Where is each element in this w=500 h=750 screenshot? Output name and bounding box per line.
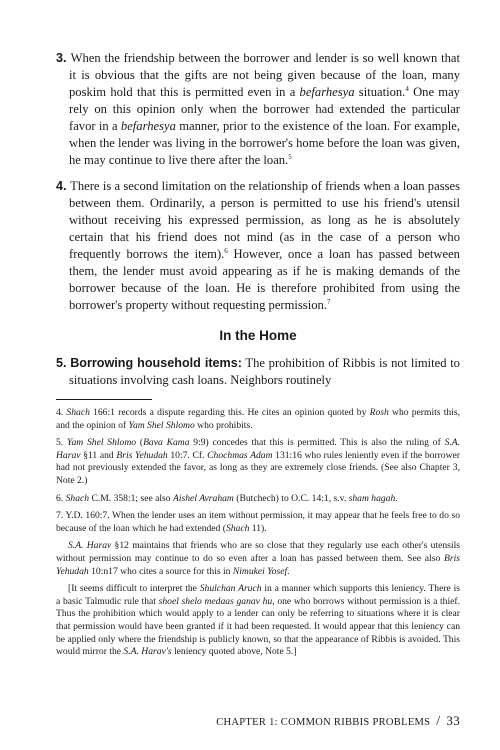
text-run: , one who borrows without permission is a thief. Thus the prohibition which would apply to a lender can only be referring to situations where it is clear that permission would have been granted if it had been requested. It would appear that this leniency can be applied only where the friendship is publicly known, so that the appearance of Ribbis is avoided. This would mirror the	[56, 595, 460, 658]
italic-term: Bris Yehudah	[116, 449, 168, 461]
running-footer	[216, 713, 460, 730]
text-run: 166:1 records a dispute regarding this. He cites an opinion quoted by	[89, 407, 370, 418]
paragraph-4	[56, 178, 460, 314]
italic-term: Yam Shel Shlomo	[128, 419, 195, 431]
italic-term: Yam Shel Shlomo	[67, 437, 137, 449]
italic-term: Aishel Avraham	[173, 492, 234, 504]
paragraph-5	[56, 355, 460, 389]
text-run: in a manner which supports this leniency. There is a basic Talmudic rule that	[56, 583, 460, 607]
text-run: 10:n17 who cites a source for this in	[88, 565, 233, 577]
text-run: 131:16 who rules leniently even if the borrower had not previously extended the favor, as long as they are extremely close friends. (See also Chapter 3, Note 2.)	[56, 449, 460, 486]
footnotes	[56, 407, 460, 659]
italic-term: befarhesya	[299, 85, 355, 99]
main-text	[56, 50, 460, 314]
footnote-marker: 5	[288, 152, 292, 161]
footnote-marker: 7	[326, 297, 331, 306]
paragraph-number: 3.	[56, 51, 71, 65]
text-run: [It seems difficult to interpret the	[68, 583, 200, 595]
text-run: (Butchech) to O.C. 14:1, s.v.	[233, 492, 349, 504]
text-run: manner, prior to the existence of the loan. For example, when the lender was living in the borrower's home before the loan was given, he may continue to live there after the loan.	[69, 119, 460, 167]
italic-term: Shach	[225, 522, 250, 534]
text-run: .	[395, 492, 398, 504]
text-run: C.M. 358:1; see also	[89, 492, 173, 504]
text-run: 4.	[56, 407, 67, 418]
text-run: §12 maintains that friends who are so close that they regularly use each other's utensils without permission may continue to do so even after a loan has passed between them. See also	[56, 540, 460, 564]
italic-term: Nimukei Yosef	[232, 565, 288, 577]
text-run: who permits this, and the opinion of	[56, 407, 461, 431]
text-run: 6.	[56, 492, 66, 504]
italic-term: shoel shelo medaas ganav hu	[158, 595, 273, 607]
italic-term: Rosh	[369, 407, 389, 418]
section-title: In the Home	[219, 328, 297, 343]
text-run: 9:9) concedes that this is permitted. This is also the ruling of	[189, 437, 445, 449]
text-run: who prohibits.	[194, 419, 253, 431]
text-run: When the friendship between the borrower and lender is so well known that it is obvious that the gifts are not being given because of the loan, many poskim hold that this is permitted even in a	[69, 51, 460, 99]
italic-term: sham hagah	[348, 492, 396, 504]
footnote	[56, 540, 460, 578]
footnote	[56, 583, 460, 659]
italic-term: befarhesya	[120, 119, 176, 133]
italic-term: Shulchan Aruch	[199, 583, 262, 595]
italic-term: Shach	[65, 492, 90, 504]
italic-term: S.A. Harav's	[123, 646, 172, 658]
italic-term: Shach	[66, 407, 90, 418]
chapter-title: CHAPTER 1: COMMON RIBBIS PROBLEMS	[216, 717, 431, 728]
page-number: 33	[446, 713, 460, 728]
footnote-marker: 6	[224, 246, 228, 255]
italic-term: Chochmas Adam	[207, 449, 273, 461]
footnote-marker: 4	[405, 84, 409, 93]
paragraph-3	[56, 50, 460, 169]
italic-term: S.A. Harav	[68, 540, 112, 552]
paragraph-text: The prohibition of Ribbis is not limited to situations involving cash loans. Neighbors routinely	[69, 356, 460, 387]
footnote	[56, 407, 460, 432]
text-run: 7. Y.D. 160:7. When the lender uses an item without permission, it may appear that he feels free to do so because of the loan which he had extended (	[56, 510, 460, 534]
footer-separator: /	[436, 714, 441, 729]
footnote	[56, 493, 460, 506]
text-run: 11).	[249, 522, 267, 534]
paragraph-number: 5.	[56, 356, 67, 370]
footnote-separator	[56, 399, 152, 400]
text-run: One may rely on this opinion only when the borrower had extended the particular favor in a	[69, 85, 460, 133]
text-run: situation.	[354, 85, 406, 99]
text-run: 5.	[56, 437, 67, 449]
footnote	[56, 437, 460, 487]
italic-term: Bris Yehudah	[56, 552, 460, 577]
text-run: .	[287, 565, 290, 577]
text-run: leniency quoted above, Note 5.]	[171, 646, 297, 658]
italic-term: S.A. Harav	[56, 437, 461, 461]
paragraph-lead: Borrowing household items:	[70, 356, 242, 370]
footnote	[56, 510, 460, 535]
text-run: §11 and	[80, 449, 117, 461]
italic-term: Bava Kama	[143, 437, 190, 449]
paragraph-number: 4.	[56, 179, 71, 193]
text-run: However, once a loan has passed between them, the lender must avoid appearing as if he is making demands of the borrower because of the loan. He is therefore prohibited from using the borrower's property without requesting permission.	[69, 247, 460, 312]
text-run: There is a second limitation on the relationship of friends when a loan passes between them. Ordinarily, a person is permitted to use his friend's utensil without receiving his expressed permission, as long as he is absolutely certain that his friend does not mind (as in the case of a person who frequently borrows the item).	[69, 179, 460, 261]
text-run: (	[136, 437, 144, 449]
text-run: 10:7. Cf.	[167, 449, 208, 461]
